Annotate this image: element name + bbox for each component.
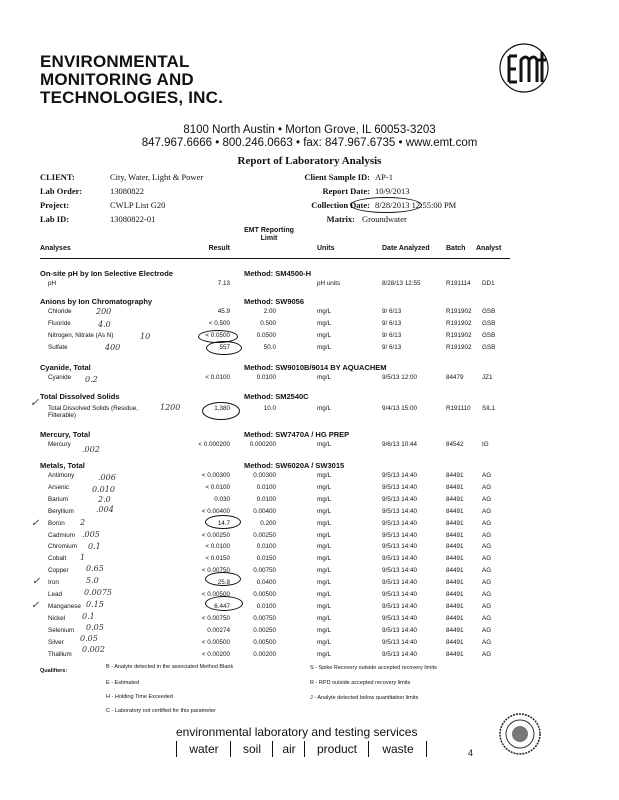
analyte-units: mg/L (317, 555, 331, 563)
analyte-reporting-limit: 50.0 (263, 343, 276, 351)
analyte-units: mg/L (317, 614, 331, 622)
analyte-date: 9/5/13 14:40 (382, 579, 418, 587)
analyte-analyst: DD1 (482, 280, 495, 287)
hw-manganese: 0.15 (86, 600, 104, 609)
analyte-analyst: AG (482, 472, 492, 479)
analyte-result: < 0.00200 (201, 650, 230, 658)
report-date-label: Report Date: (322, 186, 370, 196)
analyte-name: Boron (48, 519, 65, 527)
analyte-batch: 84491 (446, 555, 464, 563)
check-mark-boron: ✓ (31, 518, 40, 529)
analyte-analyst: AG (482, 555, 492, 563)
footer-service-soil: soil (230, 741, 273, 757)
analyte-date: 9/ 6/13 (382, 331, 402, 339)
section-title: Anions by Ion Chromatography (40, 297, 153, 306)
analyte-analyst: AG (482, 591, 492, 598)
analyte-name: Cadmium (48, 531, 75, 539)
col-batch: Batch (446, 245, 466, 252)
certification-seal (498, 712, 542, 756)
analyte-batch: 84491 (446, 519, 464, 527)
analyte-date: 9/5/13 14:40 (382, 602, 418, 610)
section-title: On-site pH by Ion Selective Electrode (40, 269, 173, 278)
analyte-batch: R191902 (446, 308, 472, 315)
analyte-units: mg/L (317, 650, 331, 658)
analyte-analyst: GSB (482, 331, 496, 339)
analyte-name: Thallium (48, 650, 72, 658)
analyte-batch: 84491 (446, 483, 464, 491)
analyte-reporting-limit: 0.00300 (253, 472, 276, 479)
analyte-date: 9/5/13 14:40 (382, 519, 418, 527)
analyte-units: mg/L (317, 483, 331, 491)
analyte-date: 9/5/13 14:40 (382, 531, 418, 539)
analyte-units: mg/L (317, 567, 331, 575)
hw-iron: 5.0 (86, 576, 99, 585)
analyte-batch: R191902 (446, 319, 472, 327)
analyte-units: mg/L (317, 519, 331, 527)
lab-id-label: Lab ID: (40, 214, 70, 224)
report-title: Report of Laboratory Analysis (237, 155, 382, 167)
hw-barium: 2.0 (98, 495, 111, 504)
analyte-units: mg/L (317, 405, 331, 412)
analyte-date: 9/6/13 10:44 (382, 441, 418, 448)
footer-divider (426, 741, 427, 757)
hw-chloride: 200 (96, 307, 112, 316)
analyte-name: Cyanide (48, 374, 72, 381)
section-method: Method: SW7470A / HG PREP (244, 430, 350, 439)
col-reporting-limit: EMT Reporting Limit (244, 227, 294, 242)
analyte-date: 9/5/13 12:00 (382, 374, 418, 381)
analyte-batch: 84491 (446, 543, 464, 551)
footer-service-air: air (272, 741, 305, 757)
check-mark-manganese: ✓ (31, 600, 40, 611)
analyte-result: 0.030 (214, 495, 230, 503)
footer-service-product: product (304, 741, 369, 757)
analyte-units: pH units (317, 280, 341, 287)
analyte-name: Lead (48, 591, 63, 598)
analyte-units: mg/L (317, 441, 331, 448)
collection-date-label: Collection Date: (311, 200, 370, 210)
analyte-reporting-limit: 0.00500 (253, 591, 276, 598)
analyte-reporting-limit: 0.0500 (256, 331, 276, 339)
col-result: Result (208, 245, 230, 252)
analyte-batch: 84491 (446, 626, 464, 634)
analyte-reporting-limit: 0.00250 (253, 626, 276, 634)
analyte-units: mg/L (317, 319, 331, 327)
analyte-date: 9/4/13 15:00 (382, 405, 418, 412)
col-analyses: Analyses (40, 245, 71, 252)
analyte-batch: 84491 (446, 472, 464, 479)
analyte-batch: 84491 (446, 567, 464, 575)
analyte-analyst: AG (482, 519, 492, 527)
analyte-name: Nitrogen, Nitrate (As N) (48, 331, 114, 339)
hw-thallium: 0.002 (82, 645, 105, 654)
analyte-result: < 0.0150 (205, 555, 230, 563)
analyte-reporting-limit: 0.0100 (256, 602, 276, 610)
analyte-name: Chromium (48, 543, 78, 551)
analyte-batch: 84491 (446, 650, 464, 658)
hw-tds: 1200 (160, 403, 181, 412)
analyte-date: 9/5/13 14:40 (382, 543, 418, 551)
analyte-analyst: AG (482, 602, 492, 610)
analyte-result: < 0.0100 (205, 483, 230, 491)
analyte-batch: R191902 (446, 331, 472, 339)
analyte-reporting-limit: 0.0100 (256, 543, 276, 551)
qualifier-j: J - Analyte detected below quantitation limits (310, 695, 419, 701)
analyte-name: Barium (48, 495, 68, 503)
analyte-result: < 0.00300 (201, 472, 230, 479)
analyte-date: 9/5/13 14:40 (382, 591, 418, 598)
analyte-result: 0.00274 (207, 626, 230, 634)
analyte-name: Copper (48, 567, 69, 575)
analyte-name: Mercury (48, 441, 71, 448)
circle-boron (205, 515, 241, 529)
qualifier-e: E - Estimated (106, 680, 140, 686)
analyte-result: 7.13 (217, 280, 230, 287)
company-name-line2: MONITORING AND (40, 70, 194, 89)
hw-chromium: 0.1 (88, 542, 101, 551)
analyte-date: 9/5/13 14:40 (382, 495, 418, 503)
analyte-name: Selenium (48, 626, 75, 634)
analyte-result: < 0.0500 (205, 331, 230, 339)
analyte-reporting-limit: 0.0100 (256, 483, 276, 491)
analyte-analyst: AG (482, 507, 492, 515)
circle-tds (202, 402, 240, 420)
analyte-analyst: JZ1 (482, 374, 493, 381)
analyte-analyst: AG (482, 531, 492, 539)
analyte-units: mg/L (317, 531, 331, 539)
company-address: 8100 North Austin • Morton Grove, IL 60053-3203 (183, 124, 436, 136)
section-title: Cyanide, Total (40, 363, 91, 372)
analyte-analyst: SIL1 (482, 405, 495, 412)
circle-collection-date (350, 197, 422, 213)
qualifier-s: S - Spike Recovery outside accepted recovery limits (310, 665, 437, 671)
col-analyst: Analyst (476, 245, 502, 252)
analyte-name: Iron (48, 579, 59, 587)
analyte-analyst: AG (482, 638, 492, 646)
analyte-units: mg/L (317, 507, 331, 515)
hw-nitrate: 10 (140, 332, 151, 341)
qualifier-c: C - Laboratory not certified for this parameter (106, 708, 216, 714)
analyte-result: 6.447 (214, 602, 230, 610)
analyte-reporting-limit: 0.00250 (253, 531, 276, 539)
analyte-reporting-limit: 2.00 (263, 308, 276, 315)
emt-logo (495, 42, 553, 94)
analyte-name: Sulfate (48, 343, 68, 351)
analyte-reporting-limit: 0.0150 (256, 555, 276, 563)
analyte-result: < 0.00500 (201, 591, 230, 598)
analyte-result: < 0.0100 (205, 374, 230, 381)
collection-date-value: 8/28/2013 12:55:00 PM (375, 200, 457, 210)
hw-copper: 0.65 (86, 564, 104, 573)
hw-beryllium: .004 (96, 505, 114, 514)
hw-nickel: 0.1 (82, 612, 95, 621)
project-label: Project: (40, 200, 70, 210)
analyte-date: 9/5/13 14:40 (382, 650, 418, 658)
analyte-name: Total Dissolved Solids (Residue, Filterable) (48, 405, 138, 419)
section-method: Method: SM2540C (244, 392, 309, 401)
analyte-reporting-limit: 0.0400 (256, 579, 276, 587)
analyte-date: 9/ 6/13 (382, 343, 402, 351)
col-units: Units (317, 245, 335, 252)
section-method: Method: SW9056 (244, 297, 305, 306)
analyte-units: mg/L (317, 374, 331, 381)
analyte-reporting-limit: 0.00750 (253, 567, 276, 575)
hw-cobalt: 1 (80, 553, 86, 562)
analyte-name: pH (48, 280, 57, 287)
analyte-date: 9/5/13 14:40 (382, 626, 418, 634)
analyte-units: mg/L (317, 602, 331, 610)
hw-sulfate: 400 (105, 343, 121, 352)
analyte-name: Antimony (48, 472, 75, 479)
analyte-date: 9/5/13 14:40 (382, 472, 418, 479)
analyte-name: Arsenic (48, 483, 69, 491)
analyte-analyst: GSB (482, 319, 496, 327)
analyte-batch: R191110 (446, 405, 471, 412)
analyte-units: mg/L (317, 591, 331, 598)
analyte-batch: R191902 (446, 343, 472, 351)
analyte-date: 9/5/13 14:40 (382, 483, 418, 491)
project-value: CWLP List G20 (110, 200, 166, 210)
analyte-reporting-limit: 0.00750 (253, 614, 276, 622)
analyte-units: mg/L (317, 472, 331, 479)
analyte-date: 9/5/13 14:40 (382, 614, 418, 622)
hw-lead: 0.0075 (84, 588, 112, 597)
analyte-analyst: AG (482, 579, 492, 587)
analyte-result: 25.8 (217, 579, 230, 587)
footer-tagline: environmental laboratory and testing services (176, 725, 418, 739)
company-phones: 847.967.6666 • 800.246.0663 • fax: 847.967.6735 • www.emt.com (141, 137, 478, 149)
analyte-reporting-limit: 0.500 (260, 319, 276, 327)
analyte-name: Manganese (48, 602, 81, 610)
footer-service-waste: waste (368, 741, 427, 757)
check-mark-iron: ✓ (32, 576, 41, 587)
analyte-analyst: AG (482, 483, 492, 491)
analyte-units: mg/L (317, 579, 331, 587)
analyte-reporting-limit: 0.200 (260, 519, 276, 527)
hw-silver: 0.05 (80, 634, 98, 643)
analyte-date: 8/28/13 12:55 (382, 280, 421, 287)
analyte-units: mg/L (317, 626, 331, 634)
sample-id-value: AP-1 (375, 172, 393, 182)
analyte-date: 9/5/13 14:40 (382, 567, 418, 575)
analyte-result: < 0.00500 (201, 638, 230, 646)
analyte-batch: 84491 (446, 602, 464, 610)
sample-id-label: Client Sample ID: (304, 172, 370, 182)
section-method: Method: SW6020A / SW3015 (244, 461, 345, 470)
analyte-date: 9/ 6/13 (382, 308, 402, 315)
page-number: 4 (468, 748, 474, 758)
analyte-name: Fluoride (48, 319, 71, 327)
matrix-value: Groundwater (362, 214, 407, 224)
analyte-name: Silver (48, 638, 64, 646)
hw-arsenic: 0.010 (92, 485, 115, 494)
section-method: Method: SW9010B/9014 BY AQUACHEM (244, 363, 387, 372)
hw-fluoride: 4.0 (98, 320, 111, 329)
analyte-analyst: GSB (482, 343, 496, 351)
section-title: Mercury, Total (40, 430, 91, 439)
company-name-line3: TECHNOLOGIES, INC. (40, 88, 224, 107)
analyte-date: 9/5/13 14:40 (382, 555, 418, 563)
analyte-batch: R191114 (446, 280, 471, 287)
analyte-units: mg/L (317, 343, 331, 351)
company-name-line1: ENVIRONMENTAL (40, 52, 190, 71)
analyte-batch: 84479 (446, 374, 464, 381)
client-label: CLIENT: (40, 172, 75, 182)
analyte-result: < 0.000200 (198, 441, 230, 448)
analyte-reporting-limit: 0.000200 (249, 441, 276, 448)
analyte-name: Chloride (48, 308, 72, 315)
section-title: Metals, Total (40, 461, 85, 470)
qualifier-b: B - Analyte detected in the associated Method Blank (106, 664, 234, 670)
analyte-batch: 84491 (446, 507, 464, 515)
analyte-result: < 0.00750 (201, 567, 230, 575)
analyte-analyst: AG (482, 650, 492, 658)
analyte-result: 1,380 (214, 405, 230, 412)
analyte-analyst: IG (482, 441, 489, 448)
analyte-result: < 0.500 (208, 319, 230, 327)
circle-manganese (205, 596, 243, 611)
analyte-batch: 84491 (446, 591, 464, 598)
analyte-units: mg/L (317, 543, 331, 551)
analyte-analyst: GSB (482, 308, 496, 315)
qualifier-r: R - RPD outside accepted recovery limits (310, 680, 411, 686)
lab-order-value: 13080822 (110, 186, 144, 196)
header-divider (40, 258, 510, 259)
analyte-batch: 84491 (446, 531, 464, 539)
analyte-reporting-limit: 0.0100 (256, 495, 276, 503)
hw-cadmium: .005 (82, 530, 100, 539)
matrix-label: Matrix: (326, 214, 355, 224)
col-date-analyzed: Date Analyzed (382, 245, 430, 252)
analyte-analyst: AG (482, 495, 492, 503)
analyte-name: Nickel (48, 614, 66, 622)
section-method: Method: SM4500-H (244, 269, 312, 278)
analyte-result: < 0.0100 (205, 543, 230, 551)
analyte-reporting-limit: 10.0 (263, 405, 276, 412)
analyte-date: 9/5/13 14:40 (382, 638, 418, 646)
analyte-reporting-limit: 0.00200 (253, 650, 276, 658)
analyte-batch: 84491 (446, 495, 464, 503)
analyte-batch: 84542 (446, 441, 464, 448)
analyte-reporting-limit: 0.0100 (256, 374, 276, 381)
analyte-result: 45.9 (217, 308, 230, 315)
analyte-date: 9/ 6/13 (382, 319, 402, 327)
lab-id-value: 13080822-01 (110, 214, 156, 224)
analyte-batch: 84491 (446, 614, 464, 622)
hw-selenium: 0.05 (86, 623, 104, 632)
lab-order-label: Lab Order: (40, 186, 83, 196)
analyte-result: < 0.00750 (201, 614, 230, 622)
analyte-units: mg/L (317, 308, 331, 315)
analyte-units: mg/L (317, 638, 331, 646)
section-title: Total Dissolved Solids (40, 392, 120, 401)
analyte-result: < 0.00400 (201, 507, 230, 515)
analyte-analyst: AG (482, 614, 492, 622)
analyte-reporting-limit: 0.00500 (253, 638, 276, 646)
qualifiers-label: Qualifiers: (40, 668, 68, 674)
check-mark-tds: ✓ (30, 396, 40, 409)
analyte-analyst: AG (482, 626, 492, 634)
footer-service-water: water (176, 741, 231, 757)
analyte-units: mg/L (317, 495, 331, 503)
analyte-date: 9/5/13 14:40 (382, 507, 418, 515)
hw-cyanide: 0.2 (85, 375, 98, 384)
analyte-name: Cobalt (48, 555, 67, 563)
report-date-value: 10/9/2013 (375, 186, 410, 196)
analyte-batch: 84491 (446, 638, 464, 646)
analyte-result: < 0.00250 (201, 531, 230, 539)
circle-sulfate (206, 341, 242, 355)
analyte-name: Beryllium (48, 507, 74, 515)
circle-iron (205, 572, 241, 586)
hw-boron: 2 (80, 518, 86, 527)
analyte-units: mg/L (317, 331, 331, 339)
analyte-batch: 84491 (446, 579, 464, 587)
qualifier-h: H - Holding Time Exceeded (106, 694, 173, 700)
hw-mercury: .002 (82, 445, 100, 454)
analyte-analyst: AG (482, 543, 492, 551)
hw-antimony: .006 (98, 473, 116, 482)
analyte-result: 14.7 (217, 519, 230, 527)
client-value: City, Water, Light & Power (110, 172, 204, 182)
analyte-analyst: AG (482, 567, 492, 575)
analyte-result: 557 (219, 343, 230, 351)
analyte-reporting-limit: 0.00400 (253, 507, 276, 515)
